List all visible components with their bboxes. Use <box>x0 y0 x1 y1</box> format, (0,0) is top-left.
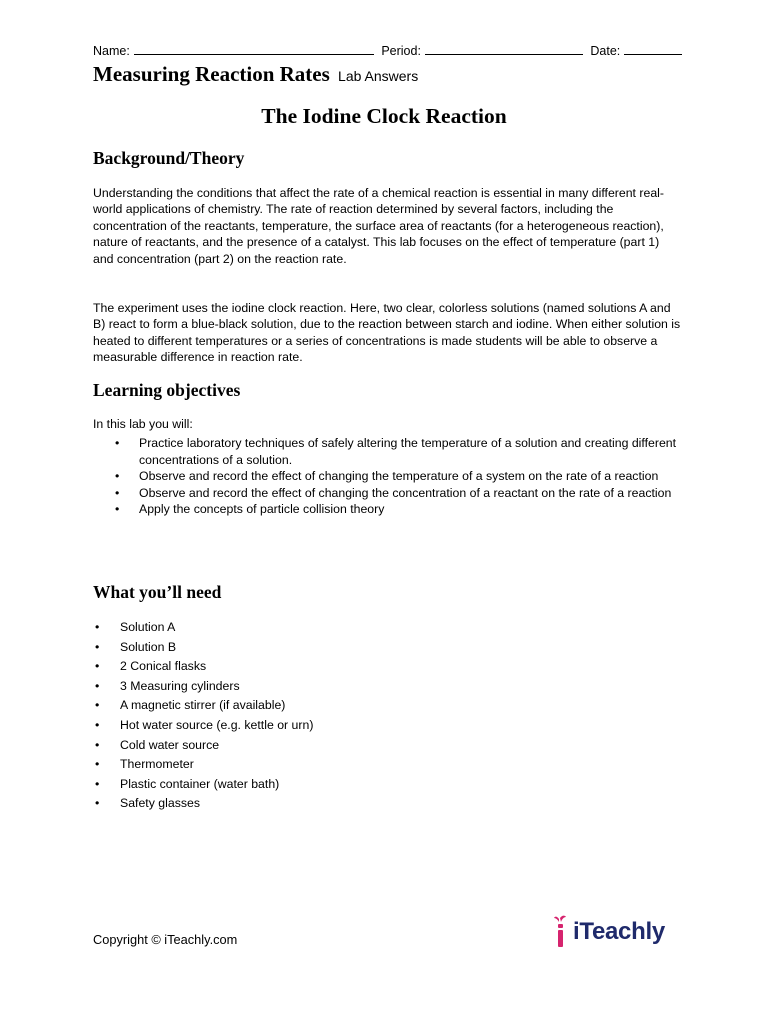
bullet-icon: • <box>95 659 100 674</box>
bullet-icon: • <box>115 469 120 484</box>
bullet-icon: • <box>115 502 120 517</box>
document-title-suffix: Lab Answers <box>338 68 419 84</box>
bullet-icon: • <box>95 620 100 634</box>
needs-text: Solution A <box>120 620 176 634</box>
bullet-icon: • <box>95 737 100 752</box>
period-label: Period: <box>381 44 421 58</box>
objective-item <box>93 435 683 468</box>
needs-item <box>93 795 313 815</box>
needs-text: Safety glasses <box>120 796 200 811</box>
objective-item <box>93 501 683 518</box>
objective-item <box>93 468 683 485</box>
needs-item <box>93 756 313 776</box>
bullet-icon: • <box>95 796 100 811</box>
objectives-list <box>93 435 683 518</box>
name-label: Name: <box>93 44 130 58</box>
background-paragraph-1: Understanding the conditions that affect the rate of a chemical reaction is essential in many different real-world applications of chemistry. The rate of reaction determined by several factors, including the concentration of the reactants, temperature, the surface area of reactants (for a heterogeneous reaction), nature of reactants, and the presence of a catalyst. This lab focuses on the effect of temperature (part 1) and concentration (part 2) on the reaction rate. <box>93 186 664 266</box>
needs-item <box>93 776 313 796</box>
copyright-notice: Copyright © iTeachly.com <box>93 932 238 947</box>
logo-wordmark: iTeachly <box>573 918 665 945</box>
document-title <box>93 62 418 87</box>
needs-item <box>93 639 313 659</box>
bullet-icon: • <box>95 757 100 772</box>
iteachly-logo <box>553 914 665 950</box>
needs-item <box>93 737 313 757</box>
page-title: The Iodine Clock Reaction <box>261 104 507 128</box>
background-heading: Background/Theory <box>93 148 245 168</box>
bullet-icon: • <box>95 717 100 732</box>
needs-item <box>93 658 313 678</box>
objective-text: Apply the concepts of particle collision theory <box>139 502 385 517</box>
document-title-main: Measuring Reaction Rates <box>93 62 330 86</box>
objective-text: Observe and record the effect of changing the concentration of a reactant on the rate of a reaction <box>139 485 672 500</box>
objective-text: Practice laboratory techniques of safely altering the temperature of a solution and creating different concentrations of a solution. <box>139 436 677 467</box>
needs-text: Solution B <box>120 639 177 654</box>
objective-text: Observe and record the effect of changing the temperature of a system on the rate of a reaction <box>139 469 659 484</box>
objectives-intro: In this lab you will: <box>93 417 193 431</box>
student-info-line <box>93 43 683 58</box>
bullet-icon: • <box>95 776 100 791</box>
bullet-icon: • <box>95 639 100 654</box>
needs-heading: What you’ll need <box>93 582 222 602</box>
objectives-heading: Learning objectives <box>93 380 241 400</box>
bullet-icon: • <box>115 436 120 450</box>
name-blank[interactable] <box>134 43 374 55</box>
background-paragraph-2: The experiment uses the iodine clock reaction. Here, two clear, colorless solutions (named solutions A and B) react to form a blue-black solution, due to the reaction between starch and iodine. When either solution is heated to different temperatures or a series of concentrations is made students will be able to observe a measurable difference in reaction rate. <box>93 301 681 365</box>
bullet-icon: • <box>115 485 120 500</box>
date-blank[interactable] <box>624 43 682 55</box>
objective-item <box>93 485 683 502</box>
period-blank[interactable] <box>425 43 583 55</box>
needs-list <box>93 619 313 815</box>
needs-text: 3 Measuring cylinders <box>120 678 240 693</box>
needs-text: Plastic container (water bath) <box>120 776 280 791</box>
needs-text: 2 Conical flasks <box>120 659 207 674</box>
needs-item <box>93 678 313 698</box>
needs-item <box>93 717 313 737</box>
bullet-icon: • <box>95 698 100 713</box>
needs-item <box>93 619 313 639</box>
needs-text: Hot water source (e.g. kettle or urn) <box>120 717 314 732</box>
needs-text: Cold water source <box>120 737 220 752</box>
needs-text: A magnetic stirrer (if available) <box>120 698 286 713</box>
needs-item <box>93 697 313 717</box>
needs-text: Thermometer <box>120 757 194 772</box>
bullet-icon: • <box>95 678 100 693</box>
date-label: Date: <box>590 44 621 58</box>
apple-worm-icon <box>553 915 573 949</box>
